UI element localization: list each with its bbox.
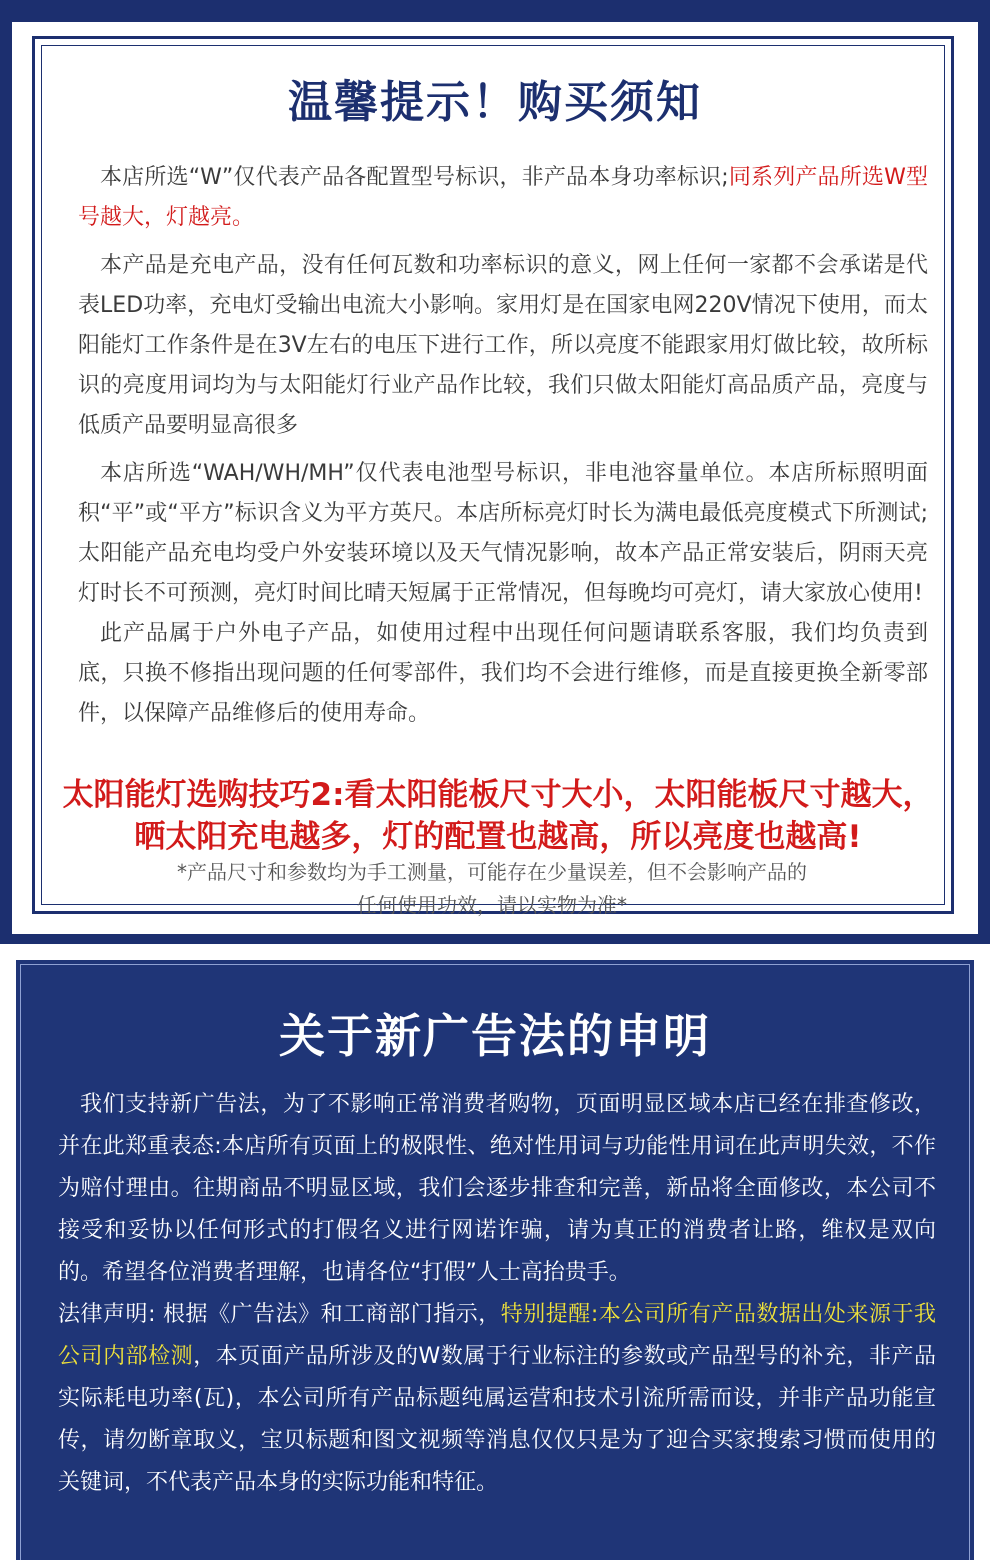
legal-text-lead: 法律声明: 根据《广告法》和工商部门指示， (58, 1302, 501, 1327)
notice-title: 温馨提示！购买须知 (288, 77, 702, 128)
notice-p1-text: 本店所选“W”仅代表产品各配置型号标识，非产品本身功率标识; (100, 165, 729, 190)
footnote-line-1: *产品尺寸和参数均为手工测量，可能存在少量误差，但不会影响产品的 (177, 860, 807, 884)
advertising-law-panel (0, 944, 990, 1533)
buying-tip: 太阳能灯选购技巧2:看太阳能板尺寸大小，太阳能板尺寸越大，晒太阳充电越多，灯的配置也越高，所以亮度也越高! (62, 777, 934, 855)
declaration-body (58, 1084, 936, 1504)
notice-paragraph-service: 此产品属于户外电子产品，如使用过程中出现任何问题请联系客服，我们均负责到底，只换不修指出现问题的任何零部件，我们均不会进行维修，而是直接更换全新零部件，以保障产品维修后的使用寿命。 (78, 621, 928, 726)
notice-paragraph-battery: 本店所选“WAH/WH/MH”仅代表电池型号标识，非电池容量单位。本店所标照明面积“平”或“平方”标识含义为平方英尺。本店所标亮灯时长为满电最低亮度模式下所测试;太阳能产品充电均受户外安装环境以及天气情况影响，故本产品正常安装后，阴雨天亮灯时长不可预测，亮灯时间比晴天短属于正常情况，但每晚均可亮灯，请大家放心使用! (78, 461, 928, 606)
measurement-footnote (92, 856, 892, 922)
notice-body (78, 158, 928, 734)
declaration-paragraph-support: 我们支持新广告法，为了不影响正常消费者购物，页面明显区域本店已经在排查修改，并在此郑重表态:本店所有页面上的极限性、绝对性用词与功能性用词在此声明失效，不作为赔付理由。往期商品不明显区域，我们会逐步排查和完善，新品将全面修改，本公司不接受和妥协以任何形式的打假名义进行网诺诈骗，请为真正的消费者让路，维权是双向的。希望各位消费者理解，也请各位“打假”人士高抬贵手。 (58, 1092, 936, 1285)
declaration-paragraph-legal (58, 1294, 936, 1504)
notice-paragraph-charging: 本产品是充电产品，没有任何瓦数和功率标识的意义，网上任何一家都不会承诺是代表LED功率，充电灯受输出电流大小影响。家用灯是在国家电网220V情况下使用，而太阳能灯工作条件是在3V左右的电压下进行工作，所以亮度不能跟家用灯做比较，故所标识的亮度用词均为与太阳能灯行业产品作比较，我们只做太阳能灯高品质产品，亮度与低质产品要明显高很多 (78, 253, 928, 438)
notice-frame (12, 22, 978, 934)
declaration-box (16, 960, 974, 1560)
legal-text-rest: ，本页面产品所涉及的W数属于行业标注的参数或产品型号的补充，非产品实际耗电功率(瓦)，本公司所有产品标题纯属运营和技术引流所需而设，并非产品功能宣传，请勿断章取义，宝贝标题和图文视频等消息仅仅只是为了迎合买家搜索习惯而使用的关键词，不代表产品本身的实际功能和特征。 (58, 1344, 936, 1495)
notice-paragraph-model-label (78, 158, 928, 238)
legal-text-highlight: 特别提醒:本公司所有产品数据出处来源于我公司内部检测 (58, 1302, 936, 1369)
footnote-line-2: 任何使用功效，请以实物为准* (357, 893, 627, 917)
notice-p1-highlight: 同系列产品所选W型号越大，灯越亮。 (78, 165, 928, 230)
declaration-title: 关于新广告法的申明 (279, 1009, 711, 1063)
